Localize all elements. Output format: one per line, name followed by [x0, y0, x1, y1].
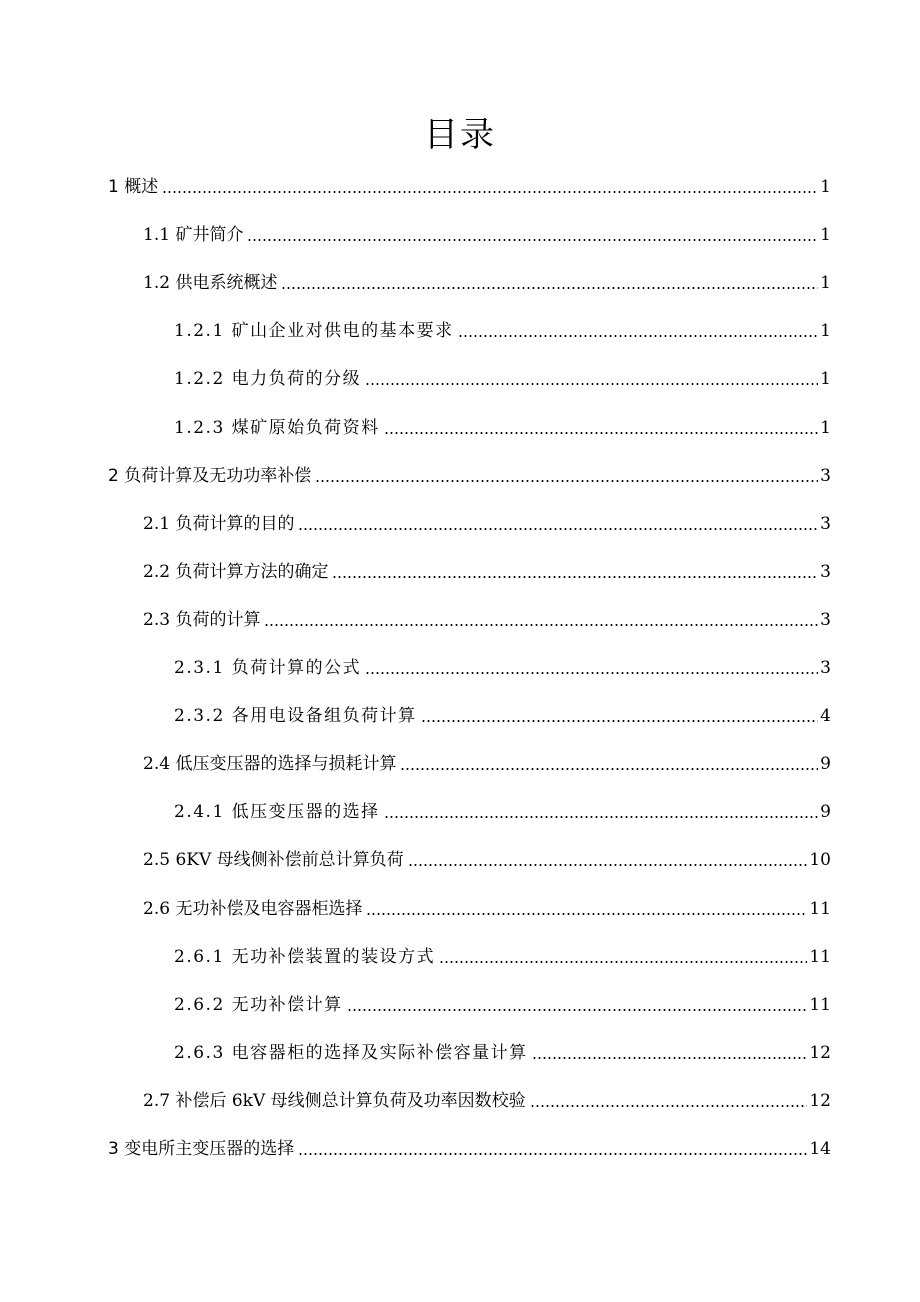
- toc-entry[interactable]: [174, 1038, 831, 1064]
- toc-entry-page-number: 11: [809, 994, 831, 1015]
- toc-entry-label: 2.4 低压变压器的选择与损耗计算: [143, 754, 397, 775]
- toc-entry[interactable]: [143, 509, 831, 535]
- toc-entry[interactable]: [174, 990, 831, 1016]
- dot-leader: [408, 853, 808, 867]
- toc-entry-page-number: 9: [820, 802, 831, 823]
- toc-entry-label: 2.6 无功补偿及电容器柜选择: [143, 898, 363, 919]
- toc-entry[interactable]: [143, 220, 831, 246]
- dot-leader: [162, 180, 818, 194]
- toc-entry-label: 1.2 供电系统概述: [143, 273, 278, 294]
- toc-entry[interactable]: [174, 797, 831, 823]
- dot-leader: [264, 613, 818, 627]
- toc-entry-page-number: 3: [820, 513, 831, 534]
- dot-leader: [532, 1046, 808, 1060]
- toc-entry[interactable]: [143, 268, 831, 294]
- toc-entry-page-number: 9: [820, 754, 831, 775]
- toc-entry-label: 2.3.1 负荷计算的公式: [174, 658, 362, 678]
- toc-entry-page-number: 11: [809, 946, 831, 967]
- toc-entry-label: 2.4.1 低压变压器的选择: [174, 802, 380, 823]
- dot-leader: [365, 661, 818, 675]
- toc-entry-label: 2.3 负荷的计算: [143, 609, 261, 630]
- toc-entry[interactable]: [174, 942, 831, 968]
- toc-entry-page-number: 3: [820, 609, 831, 630]
- toc-entry-label: 1.2.3 煤矿原始负荷资料: [174, 417, 380, 438]
- toc-entry[interactable]: [174, 701, 831, 727]
- toc-entry[interactable]: [143, 605, 831, 631]
- dot-leader: [247, 228, 818, 242]
- toc-title: 目录: [424, 115, 496, 155]
- toc-entry[interactable]: [174, 316, 831, 342]
- toc-entry-page-number: 1: [820, 177, 831, 197]
- dot-leader: [530, 1094, 808, 1108]
- toc-entry[interactable]: [143, 1086, 831, 1112]
- toc-entry-label: 2.3.2 各用电设备组负荷计算: [174, 706, 417, 727]
- toc-entry-label: 2.2 负荷计算方法的确定: [143, 561, 329, 582]
- toc-entry-page-number: 3: [820, 561, 831, 582]
- toc-entry-label: 1.2.2 电力负荷的分级: [174, 369, 362, 390]
- dot-leader: [315, 469, 818, 483]
- dot-leader: [384, 805, 819, 819]
- toc-entry-label: 2.7 补偿后 6kV 母线侧总计算负荷及功率因数校验: [143, 1090, 526, 1111]
- dot-leader: [281, 276, 818, 290]
- toc-entry-page-number: 11: [809, 898, 831, 919]
- toc-entry-label: 2.6.3 电容器柜的选择及实际补偿容量计算: [174, 1042, 528, 1063]
- toc-entry-page-number: 10: [809, 850, 831, 871]
- toc-entry[interactable]: [108, 1134, 831, 1160]
- dot-leader: [298, 1142, 807, 1156]
- toc-entry-page-number: 1: [820, 321, 831, 342]
- dot-leader: [458, 324, 819, 338]
- dot-leader: [366, 902, 807, 916]
- toc-entry-page-number: 1: [820, 369, 831, 390]
- toc-entry-page-number: 4: [820, 706, 831, 727]
- toc-entry-page-number: 14: [809, 1139, 831, 1159]
- dot-leader: [298, 517, 818, 531]
- toc-entry-label: 2.6.2 无功补偿计算: [174, 994, 343, 1015]
- dot-leader: [384, 421, 819, 435]
- toc-entry[interactable]: [143, 894, 831, 920]
- toc-entry[interactable]: [143, 557, 831, 583]
- toc-entry-label: 2.5 6KV 母线侧补偿前总计算负荷: [143, 850, 404, 871]
- toc-entry-label: 3 变电所主变压器的选择: [108, 1139, 295, 1159]
- toc-entry-label: 1.1 矿井简介: [143, 225, 244, 246]
- toc-entry-label: 1 概述: [108, 177, 159, 197]
- toc-entry[interactable]: [174, 364, 831, 390]
- dot-leader: [347, 998, 808, 1012]
- toc-entry-page-number: 1: [820, 225, 831, 246]
- toc-entry[interactable]: [108, 172, 831, 198]
- toc-entry[interactable]: [174, 413, 831, 439]
- toc-entry-label: 2 负荷计算及无功功率补偿: [108, 465, 312, 486]
- toc-entry-page-number: 1: [820, 273, 831, 294]
- dot-leader: [439, 950, 807, 964]
- toc-entry-label: 2.1 负荷计算的目的: [143, 513, 295, 534]
- toc-entry-page-number: 3: [820, 658, 831, 678]
- toc-entry-label: 2.6.1 无功补偿装置的装设方式: [174, 946, 436, 967]
- dot-leader: [365, 372, 818, 386]
- toc-entry-page-number: 12: [809, 1042, 831, 1063]
- toc-entry[interactable]: [143, 845, 831, 871]
- toc-entry[interactable]: [143, 749, 831, 775]
- toc-entry[interactable]: [174, 653, 831, 679]
- toc-entry-label: 1.2.1 矿山企业对供电的基本要求: [174, 321, 454, 342]
- toc-entry[interactable]: [108, 461, 831, 487]
- dot-leader: [332, 565, 818, 579]
- toc-entry-page-number: 1: [820, 417, 831, 438]
- toc-entry-page-number: 3: [820, 465, 831, 486]
- toc-entry-page-number: 12: [809, 1090, 831, 1111]
- dot-leader: [421, 709, 819, 723]
- dot-leader: [400, 757, 818, 771]
